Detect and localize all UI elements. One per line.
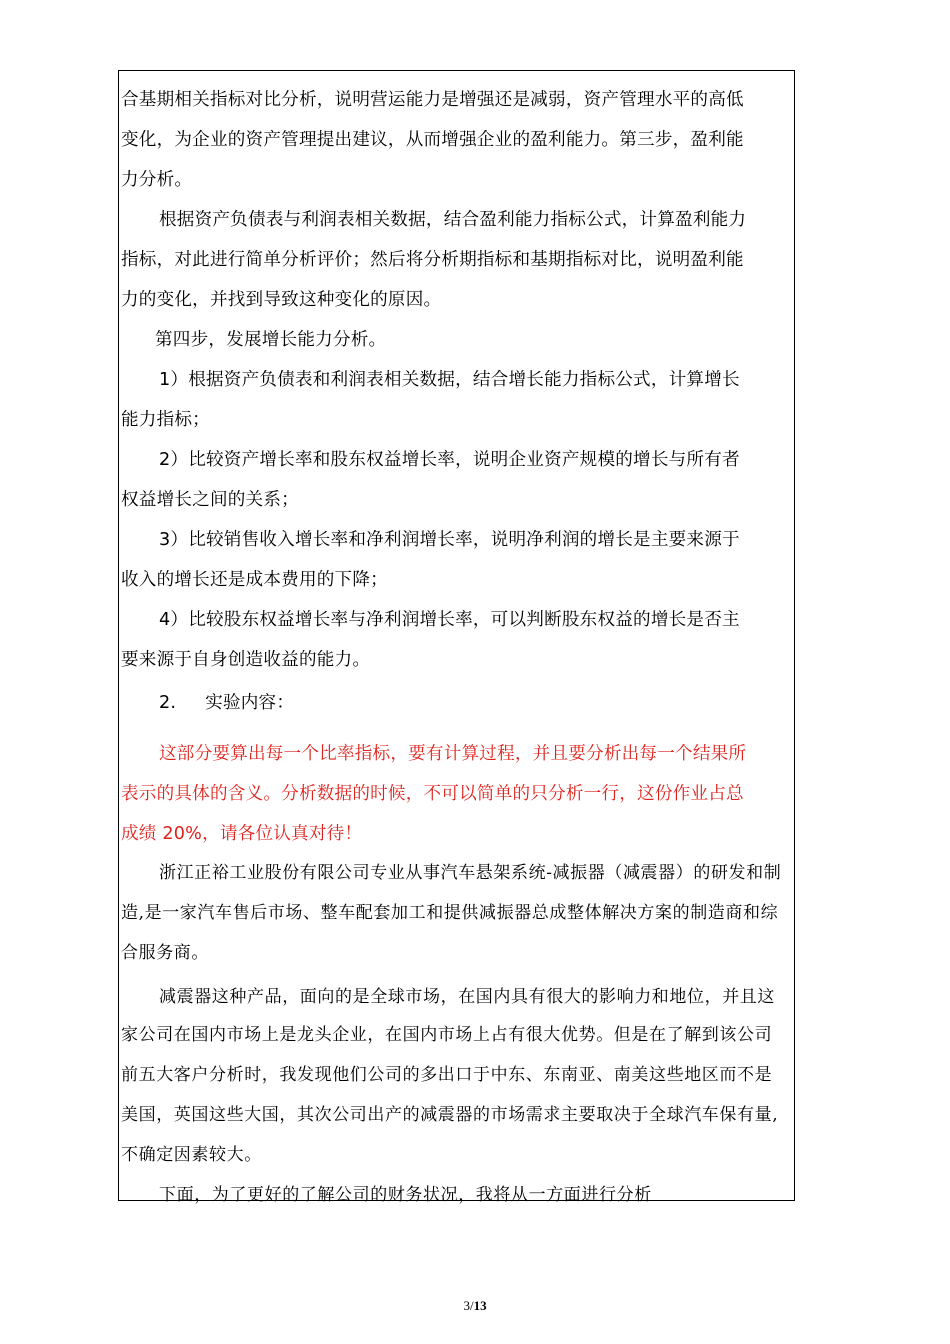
- text-line: 收入的增长还是成本费用的下降；: [121, 570, 388, 590]
- text-line: 第四步，发展增长能力分析。: [155, 330, 387, 350]
- text-line: 美国，英国这些大国，其次公司出产的减震器的市场需求主要取决于全球汽车保有量,: [121, 1105, 779, 1125]
- text-line: 力分析。: [121, 170, 193, 190]
- highlight-note: 表示的具体的含义。分析数据的时候，不可以简单的只分析一行，这份作业占总: [121, 784, 744, 804]
- text-line: 下面，为了更好的了解公司的财务状况，我将从一方面进行分析: [159, 1185, 652, 1205]
- highlight-note: 这部分要算出每一个比率指标，要有计算过程，并且要分析出每一个结果所: [159, 744, 747, 764]
- highlight-note: 成绩 20%，请各位认真对待！: [121, 824, 363, 844]
- text-line: 合服务商。: [121, 943, 209, 963]
- text-line: 1）根据资产负债表和利润表相关数据，结合增长能力指标公式，计算增长: [159, 370, 740, 390]
- text-line: 根据资产负债表与利润表相关数据，结合盈利能力指标公式，计算盈利能力: [159, 210, 747, 230]
- text-line: 力的变化，并找到导致这种变化的原因。: [121, 290, 442, 310]
- page-number: [0, 1298, 950, 1314]
- text-line: 3）比较销售收入增长率和净利润增长率，说明净利润的增长是主要来源于: [159, 530, 740, 550]
- text-line: 指标，对此进行简单分析评价；然后将分析期指标和基期指标对比，说明盈利能: [121, 250, 744, 270]
- text-line: 权益增长之间的关系；: [121, 490, 299, 510]
- text-line: 减震器这种产品，面向的是全球市场，在国内具有很大的影响力和地位，并且这: [159, 987, 775, 1007]
- text-line: 能力指标；: [121, 410, 210, 430]
- total-pages: 13: [473, 1298, 487, 1313]
- text-line: 2）比较资产增长率和股东权益增长率，说明企业资产规模的增长与所有者: [159, 450, 740, 470]
- section-heading: 2. 实验内容：: [159, 693, 295, 713]
- text-line: 造,是一家汽车售后市场、整车配套加工和提供减振器总成整体解决方案的制造商和综: [121, 903, 779, 923]
- text-line: 浙江正裕工业股份有限公司专业从事汽车悬架系统-减振器（减震器）的研发和制: [159, 863, 782, 883]
- text-line: 变化，为企业的资产管理提出建议，从而增强企业的盈利能力。第三步，盈利能: [121, 130, 744, 150]
- text-line: 要来源于自身创造收益的能力。: [121, 650, 371, 670]
- current-page: 3/: [463, 1298, 474, 1313]
- text-line: 前五大客户分析时，我发现他们公司的多出口于中东、东南亚、南美这些地区而不是: [121, 1065, 773, 1085]
- text-line: 4）比较股东权益增长率与净利润增长率，可以判断股东权益的增长是否主: [159, 610, 740, 630]
- text-line: 不确定因素较大。: [121, 1145, 262, 1165]
- text-line: 家公司在国内市场上是龙头企业，在国内市场上占有很大优势。但是在了解到该公司: [121, 1025, 773, 1045]
- text-line: 合基期相关指标对比分析，说明营运能力是增强还是减弱，资产管理水平的高低: [121, 90, 744, 110]
